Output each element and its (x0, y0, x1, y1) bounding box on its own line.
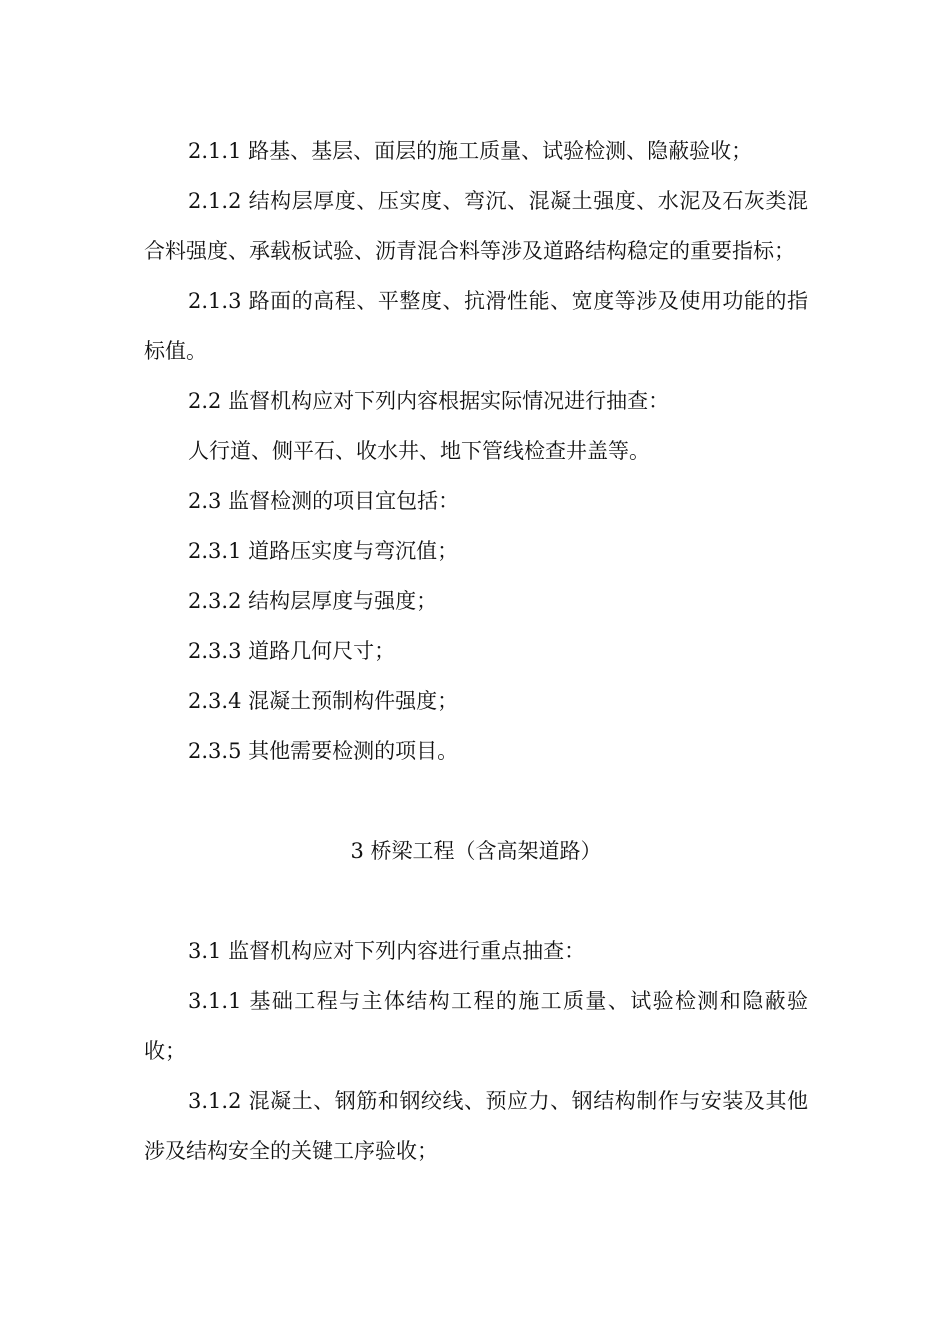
paragraph-2-1-1: 2.1.1 路基、基层、面层的施工质量、试验检测、隐蔽验收； (188, 139, 753, 163)
section-heading: 3 桥梁工程（含高架道路） (350, 839, 602, 863)
paragraph-2-3-3: 2.3.3 道路几何尺寸； (188, 639, 396, 663)
spacer (144, 876, 808, 926)
paragraph-2-1-2: 2.1.2 结构层厚度、压实度、弯沉、混凝土强度、水泥及石灰类混合料强度、承载板试验、沥青混合料等涉及道路结构稳定的重要指标； (144, 189, 808, 263)
paragraph-2-3-5: 2.3.5 其他需要检测的项目。 (188, 739, 459, 763)
paragraph-2-3: 2.3 监督检测的项目宜包括： (188, 489, 460, 513)
paragraph-3-1-1: 3.1.1 基础工程与主体结构工程的施工质量、试验检测和隐蔽验收； (144, 989, 808, 1063)
spacer (144, 776, 808, 826)
paragraph-3-1-2: 3.1.2 混凝土、钢筋和钢绞线、预应力、钢结构制作与安装及其他涉及结构安全的关键工序验收； (144, 1089, 808, 1163)
paragraph-2-3-2: 2.3.2 结构层厚度与强度； (188, 589, 438, 613)
paragraph-2-2: 2.2 监督机构应对下列内容根据实际情况进行抽查： (188, 389, 670, 413)
paragraph-2-3-1: 2.3.1 道路压实度与弯沉值； (188, 539, 459, 563)
paragraph-2-1-3: 2.1.3 路面的高程、平整度、抗滑性能、宽度等涉及使用功能的指标值。 (144, 289, 808, 363)
document-body (144, 126, 808, 1176)
paragraph-2-2-items: 人行道、侧平石、收水井、地下管线检查井盖等。 (188, 439, 650, 463)
paragraph-2-3-4: 2.3.4 混凝土预制构件强度； (188, 689, 459, 713)
paragraph-3-1: 3.1 监督机构应对下列内容进行重点抽查： (188, 939, 586, 963)
